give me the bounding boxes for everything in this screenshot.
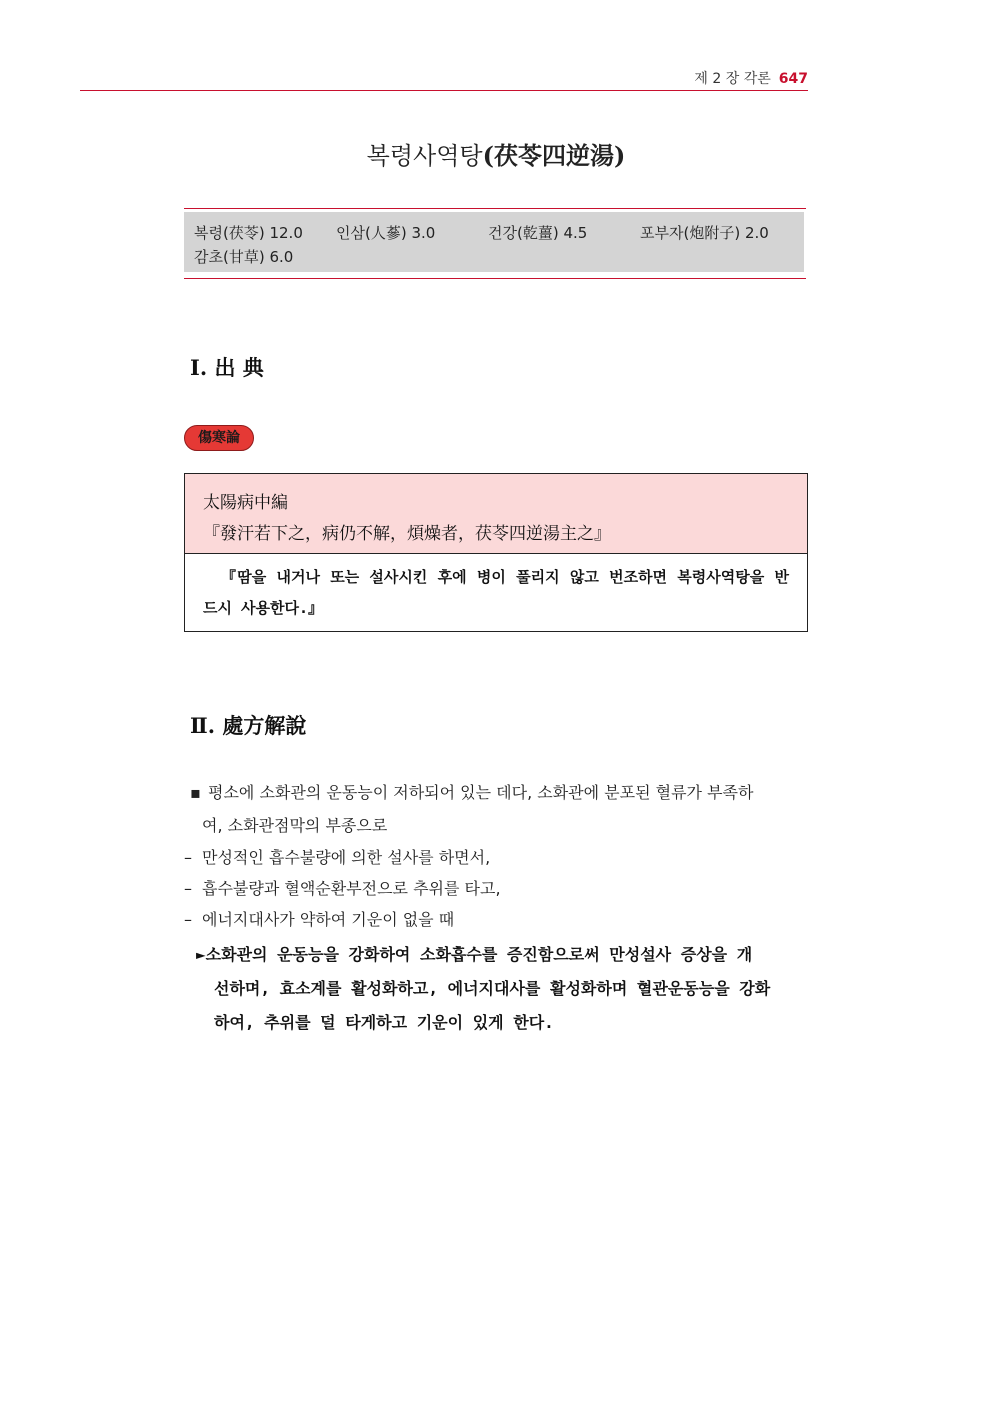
ingredients-bottom-rule (184, 278, 806, 279)
ingredient-name: 포부자(炮附子) (640, 224, 741, 242)
ingredients-box (184, 212, 804, 272)
header-rule (80, 90, 808, 91)
dash-marker: – (184, 848, 192, 867)
arrow-marker-icon: ► (196, 945, 206, 964)
bullet-continuation: 여, 소화관점막의 부종으로 (202, 816, 388, 835)
ingredient-name: 인삼(人蔘) (336, 224, 407, 242)
ingredient-item (194, 246, 293, 267)
title-hanja: (茯苓四逆湯) (482, 141, 626, 170)
running-header (80, 64, 808, 90)
conclusion-paragraph (196, 938, 808, 1040)
dash-item (184, 876, 501, 899)
dash-item (184, 845, 490, 868)
ingredient-item (336, 222, 435, 243)
quotation-chapter: 太陽病中編 (203, 493, 288, 513)
source-badge: 傷寒論 (184, 425, 254, 451)
dash-text: 에너지대사가 약하여 기운이 없을 때 (202, 910, 455, 929)
dash-marker: – (184, 910, 192, 929)
quotation-original-panel (185, 474, 807, 554)
page-title (0, 136, 992, 171)
ingredient-amount: 12.0 (269, 224, 303, 242)
conclusion-text: 소화관의 운동능을 강화하여 소화흡수를 증진함으로써 만성설사 증상을 개 (205, 945, 753, 964)
section-heading-source: Ⅰ. 出 典 (190, 355, 264, 380)
dash-marker: – (184, 879, 192, 898)
ingredient-name: 건강(乾薑) (488, 224, 559, 242)
chapter-label (694, 68, 808, 88)
bullet-marker: ▪ (190, 783, 201, 802)
ingredient-name: 복령(茯苓) (194, 224, 265, 242)
ingredients-top-rule (184, 208, 806, 209)
quotation-translation: 『땀을 내거나 또는 설사시킨 후에 병이 풀리지 않고 번조하면 복령사역탕을 반드시 사용한다.』 (203, 568, 789, 617)
ingredient-item (640, 222, 769, 243)
ingredient-name: 감초(甘草) (194, 248, 265, 266)
section-heading-explanation: Ⅱ. 處方解說 (190, 713, 307, 738)
bullet-item (190, 780, 753, 803)
dash-text: 만성적인 흡수불량에 의한 설사를 하면서, (202, 848, 491, 867)
ingredient-amount: 3.0 (411, 224, 436, 242)
page-number: 647 (778, 71, 808, 87)
quotation-original-text: 『發汗若下之，病仍不解，煩燥者，茯苓四逆湯主之』 (203, 524, 611, 544)
bullet-text-line1: 평소에 소화관의 운동능이 저하되어 있는 데다, 소화관에 분포된 혈류가 부족하 (208, 783, 754, 802)
ingredient-amount: 4.5 (563, 224, 588, 242)
quotation-box (184, 473, 808, 632)
ingredient-amount: 2.0 (744, 224, 769, 242)
conclusion-line (196, 938, 808, 972)
conclusion-line: 하여, 추위를 덜 타게하고 기운이 있게 한다. (214, 1013, 554, 1032)
chapter-text: 제 2 장 각론 (694, 71, 771, 87)
title-korean: 복령사역탕 (366, 142, 483, 170)
ingredient-item (488, 222, 587, 243)
dash-text: 흡수불량과 혈액순환부전으로 추위를 타고, (202, 879, 501, 898)
ingredient-item (194, 222, 303, 243)
conclusion-line: 선하며, 효소계를 활성화하고, 에너지대사를 활성화하며 혈관운동능을 강화 (214, 979, 771, 998)
ingredient-amount: 6.0 (269, 248, 294, 266)
dash-item (184, 907, 454, 930)
